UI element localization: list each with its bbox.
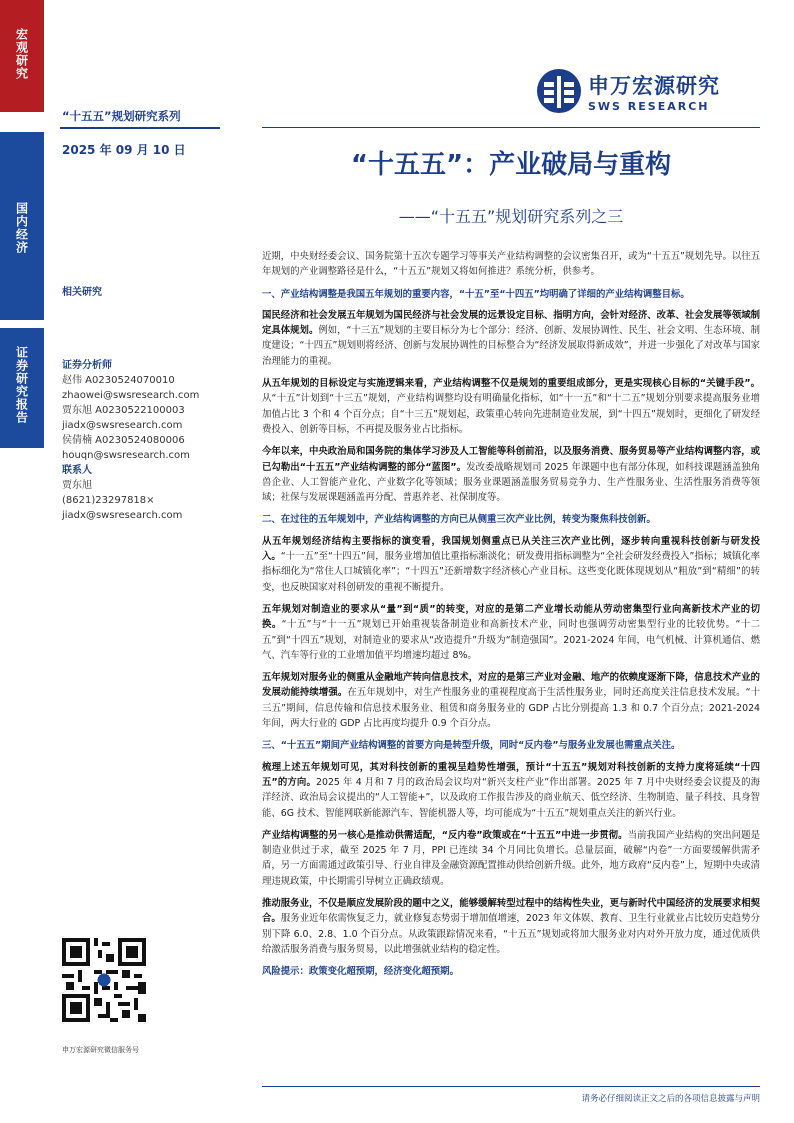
related-research-heading: 相关研究 bbox=[62, 287, 102, 298]
footer-rule bbox=[262, 1086, 760, 1087]
paragraph-lead: 从五年规划经济结构主要指标的演变看，我国规划侧重点已从关注三次产业比例，逐步转向重视科技创新与研发投入。 bbox=[262, 535, 760, 563]
body-paragraph bbox=[262, 376, 760, 437]
report-subtitle: ——“十五五”规划研究系列之三 bbox=[398, 207, 624, 226]
paragraph-lead: 国民经济和社会发展五年规划为国民经济与社会发展的远景设定目标、指明方向，会针对经济、改革、社会发展等领域制定具体规划。 bbox=[262, 309, 760, 337]
tab-macro-label: 宏观研究 bbox=[14, 28, 29, 80]
paragraph-text: “十五”与“十一五”规划已开始重视装备制造业和高新技术产业，同时也强调劳动密集型行业的比较优势。“十二五”到“十四五”规划，对制造业的要求从“改造提升”升级为“制造强国”。2021-2024 年间，电气机械、计算机通信、燃气、汽车等行业的工业增加值平均增速均超过 8%。 bbox=[262, 619, 760, 661]
paragraph-text: 服务业近年依需恢复乏力，就业修复态势弱于增加值增速，2023 年文体娱、教育、卫生行业就业占比较历史趋势分别下降 6.0、2.8、1.0 个百分点。从政策跟踪情况来看，“十五五”规划或将加大服务业对内对外开放力度，通过优质供给激活服务消费与服务贸易，以此增强就业结构的稳定性。 bbox=[262, 913, 760, 955]
body-paragraph bbox=[262, 444, 760, 505]
tab-macro-research bbox=[0, 0, 44, 112]
paragraph-lead: 五年规划对服务业的侧重从金融地产转向信息技术，对应的是第三产业对金融、地产的依赖度逐渐下降，信息技术产业的发展动能持续增强。 bbox=[262, 672, 760, 699]
body-paragraph bbox=[262, 602, 760, 663]
paragraph-lead: 产业结构调整的另一核心是推动供需适配，“反内卷”政策或在“十五五”中进一步贯彻。 bbox=[262, 829, 628, 841]
footer-disclaimer[interactable]: 请务必仔细阅读正文之后的各项信息披露与声明 bbox=[581, 1094, 760, 1104]
paragraph-text: 例如，“十三五”规划的主要目标分为七个部分：经济、创新、发展协调性、民生、社会文明、生态环境、制度建设；“十四五”规划则将经济、创新与发展协调性的目标整合为“经济发展取得新成效”，并进一步强化了对改革与国家治理能力的重视。 bbox=[262, 325, 760, 367]
body-paragraph bbox=[262, 896, 760, 957]
paragraph-lead: 今年以来，中央政治局和国务院的集体学习涉及人工智能等科创前沿，以及服务消费、服务贸易等产业结构调整内容，或已勾勒出“十五五”产业结构调整的部分“蓝图”。 bbox=[262, 446, 760, 473]
contact-line: 贾东旭 bbox=[62, 480, 92, 491]
paragraph-text: “十一五”至“十四五”间，服务业增加值比重指标渐淡化；研发费用指标调整为“全社会研发经费投入”指标；城镇化率指标细化为“常住人口城镇化率”；“十四五”还新增数字经济核心产业目标。这些变化既体现规划从“粗放”到“精细”的转变，也反映国家对科创研发的重视不断提升。 bbox=[262, 551, 760, 593]
report-title: “十五五”：产业破局与重构 bbox=[350, 150, 672, 180]
analyst-block bbox=[62, 358, 199, 523]
analyst-line[interactable]: zhaowei@swsresearch.com bbox=[62, 390, 200, 401]
body-paragraph bbox=[262, 760, 760, 821]
analyst-line: 侯倩楠 A0230524080006 bbox=[62, 435, 185, 446]
qr-code-icon bbox=[62, 938, 146, 1022]
paragraph-lead: 梳理上述五年规划可见，其对科技创新的重视呈趋势性增强，预计“十五五”规划对科技创新的支持力度将延续“十四五”的方向。 bbox=[262, 761, 760, 788]
paragraph-lead: 推动服务业，不仅是顺应发展阶段的题中之义，能够缓解转型过程中的结构性失业，更与新时代中国经济的发展要求相契合。 bbox=[262, 897, 760, 925]
series-label: “十五五”规划研究系列 bbox=[62, 109, 181, 123]
body-paragraph bbox=[262, 308, 760, 369]
tab-report-label: 证券研究报告 bbox=[14, 346, 29, 424]
analyst-header: 证券分析师 bbox=[62, 360, 112, 371]
analyst-line: 贾东旭 A0230522100003 bbox=[62, 405, 185, 416]
report-date: 2025 年 09 月 10 日 bbox=[62, 143, 186, 157]
sws-logo bbox=[536, 68, 720, 114]
header-rule bbox=[262, 127, 760, 128]
qr-caption: 申万宏源研究微信服务号 bbox=[62, 1046, 139, 1054]
risk-warning: 风险提示：政策变化超预期，经济变化超预期。 bbox=[262, 966, 459, 978]
tab-domestic-economy bbox=[0, 132, 44, 320]
contact-header: 联系人 bbox=[62, 465, 92, 476]
paragraph-text: 2025 年 4 月和 7 月的政治局会议均对“新兴支柱产业”作出部署。2025 年 7 月中央财经委会议提及的海洋经济、政治局会议提出的“人工智能+”，以及政府工作报告涉及的商业航天、低空经济、生物制造、量子科技、具身智能、6G 技术、智能网联新能源汽车、智能机器人等，均可能成为“十五五”规划重点关注的新兴行业。 bbox=[262, 776, 760, 819]
analyst-line[interactable]: jiadx@swsresearch.com bbox=[62, 420, 183, 431]
body-paragraph bbox=[262, 534, 760, 595]
paragraph-text: 发改委战略规划司 2025 年课题中也有部分体现，如科技课题涵盖独角兽企业、人工智能产业化、产业数字化等领域；服务业课题涵盖服务贸易竞争力、生产性服务业、生活性服务消费等领域；社保与发展课题涵盖再分配、普惠养老、社保制度等。 bbox=[262, 461, 760, 504]
series-divider bbox=[60, 127, 220, 129]
paragraph-lead: 从五年规划的目标设定与实施逻辑来看，产业结构调整不仅是规划的重要组成部分，更是实现核心目标的“关键手段”。 bbox=[262, 378, 760, 390]
analyst-line: 赵伟 A0230524070010 bbox=[62, 375, 175, 386]
section-heading: 一、产业结构调整是我国五年规划的重要内容，“十五”至“十四五”均明确了详细的产业结构调整目标。 bbox=[262, 288, 690, 300]
section-heading: 三、“十五五”期间产业结构调整的首要方向是转型升级，同时“反内卷”与服务业发展也需重点关注。 bbox=[262, 740, 681, 752]
logo-cn-text: 申万宏源研究 bbox=[588, 73, 720, 98]
contact-line[interactable]: jiadx@swsresearch.com bbox=[62, 510, 183, 521]
paragraph-text: 当前我国产业结构的突出问题是制造业供过于求，截至 2025 年 7 月，PPI 已连续 34 个月同比负增长。总量层面，破解“内卷”一方面要缓解供需矛盾，另一方面需通过政策引导、行业自律及金融资源配置推动供给创新升级。此外，地方政府“反内卷”上，短期中央或清理违规政策，中长期需引导树立正确政绩观。 bbox=[262, 829, 760, 887]
intro-paragraph: 近期，中央财经委会议、国务院第十五次专题学习等事关产业结构调整的会议密集召开，或为“十五五”规划先导。以往五年规划的产业调整路径是什么，“十五五”规划又将如何推进？系统分析，供参考。 bbox=[262, 251, 760, 278]
logo-en-text: SWS RESEARCH bbox=[588, 99, 710, 113]
body-paragraph bbox=[262, 670, 760, 731]
sws-logo-icon bbox=[536, 68, 582, 114]
tab-securities-report bbox=[0, 328, 44, 448]
analyst-line[interactable]: houqn@swsresearch.com bbox=[62, 450, 190, 461]
paragraph-lead: 五年规划对制造业的要求从“量”到“质”的转变，对应的是第二产业增长动能从劳动密集型行业向高新技术产业的切换。 bbox=[262, 603, 760, 631]
paragraph-text: 在五年规划中，对生产性服务业的重视程度高于生活性服务业，同时还高度关注信息技术发展。“十三五”期间，信息传输和信息技术服务业、租赁和商务服务业的 GDP 占比分别提高 1.3 和 0.7 个百分点；2021-2024 年间，两大行业的 GDP 占比再度均提升 0.9 个百分点。 bbox=[262, 687, 760, 730]
report-body bbox=[262, 249, 760, 986]
section-heading: 二、在过往的五年规划中，产业结构调整的方向已从侧重三次产业比例，转变为聚焦科技创新。 bbox=[262, 514, 656, 526]
paragraph-text: 从“十五”计划到“十三五”规划，产业结构调整均设有明确量化指标，如“十一五”和“十二五”规划分别要求提高服务业增加值占比 3 个和 4 个百分点；自“十三五”规划起，政策重心转向先进制造业发展，到“十四五”规划时，更细化了研发经费投入、创新等目标，不再提及服务业占比指标。 bbox=[262, 393, 760, 435]
body-paragraph bbox=[262, 828, 760, 889]
tab-domestic-label: 国内经济 bbox=[14, 202, 29, 254]
contact-line: (8621)23297818× bbox=[62, 495, 155, 506]
